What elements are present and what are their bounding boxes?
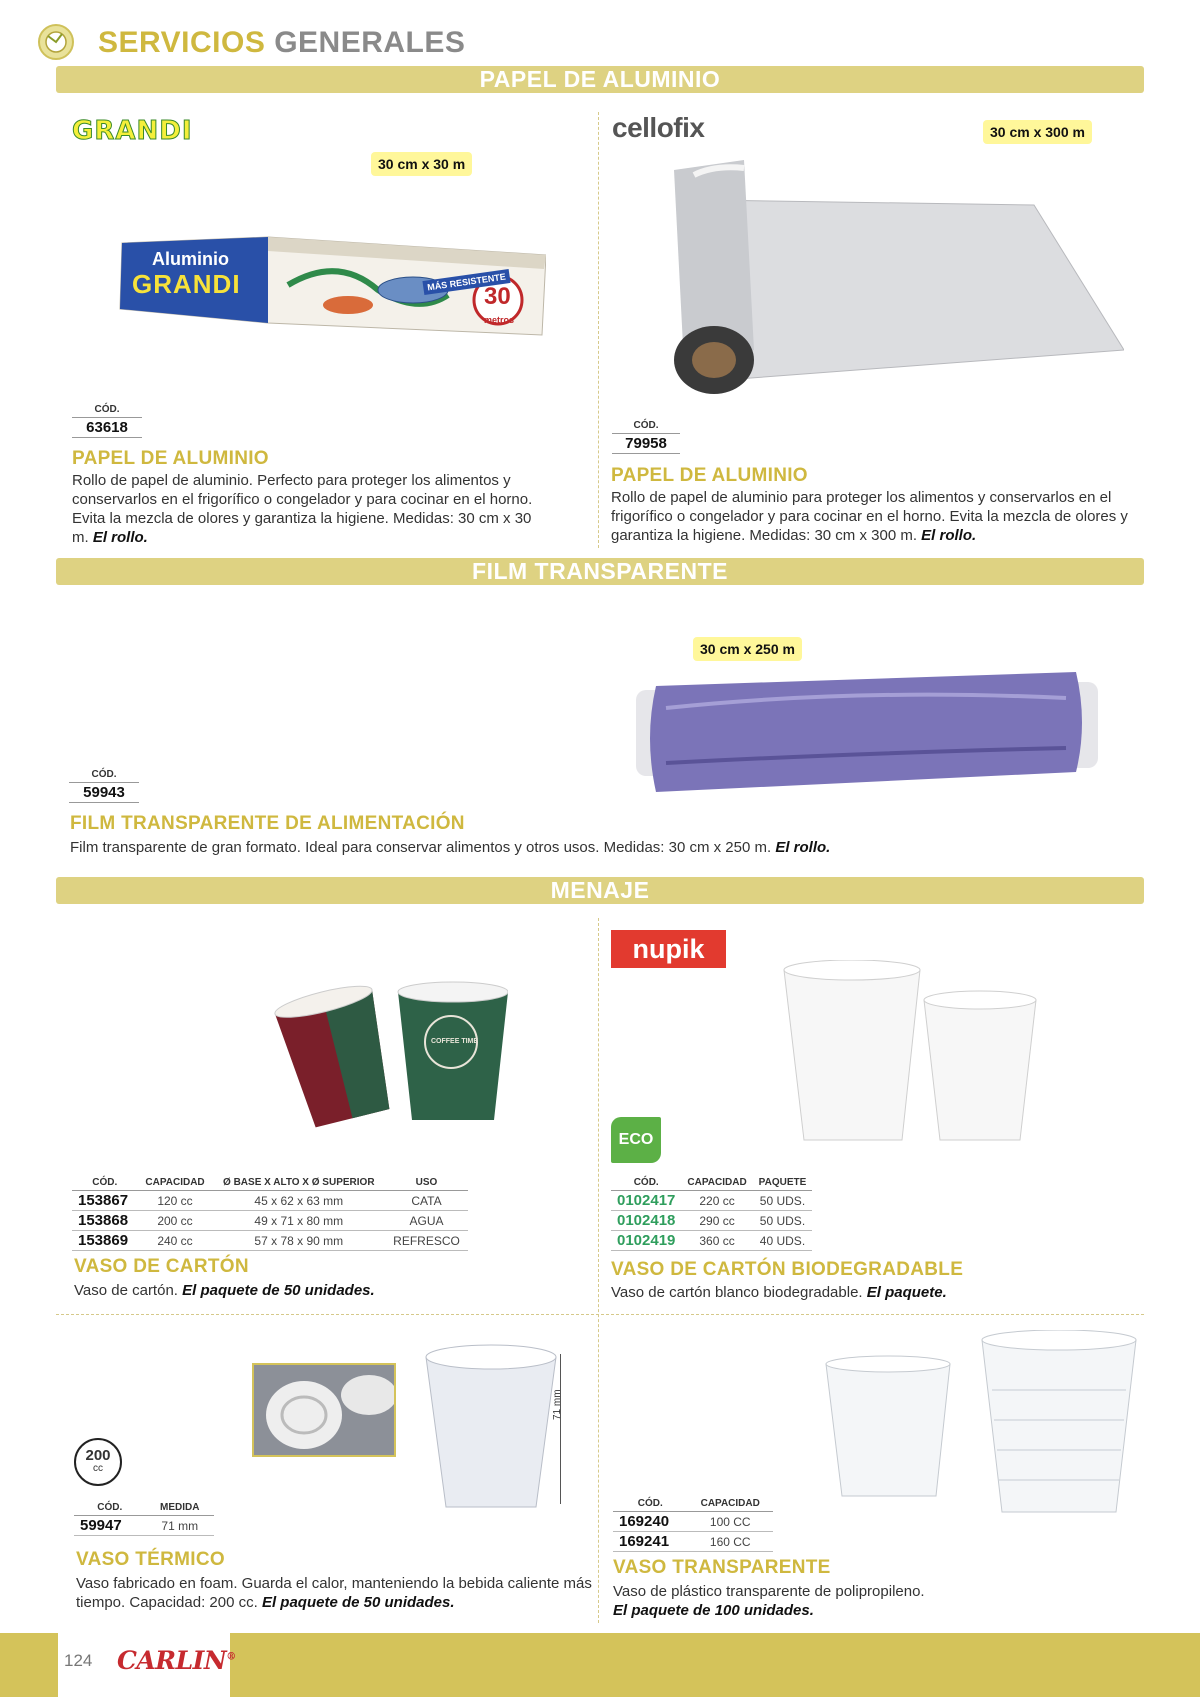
table-header: CAPACIDAD bbox=[687, 1496, 773, 1512]
table-cell: 160 CC bbox=[687, 1532, 773, 1552]
table-cell: 100 CC bbox=[687, 1512, 773, 1532]
product-code: 169241 bbox=[613, 1532, 687, 1552]
vaso-bio-desc-bold: El paquete. bbox=[866, 1284, 947, 1301]
vaso-bio-description bbox=[611, 1283, 1131, 1302]
vaso-bio-title: VASO DE CARTÓN BIODEGRADABLE bbox=[611, 1259, 964, 1280]
vaso-carton-description bbox=[74, 1281, 554, 1300]
table-header: CAPACIDAD bbox=[137, 1175, 212, 1191]
eco-badge-icon bbox=[611, 1117, 661, 1163]
table-row bbox=[613, 1532, 773, 1552]
film-code: 59943 bbox=[69, 783, 139, 803]
film-cod-label: CÓD. bbox=[69, 769, 139, 783]
grandi-size-tag: 30 cm x 30 m bbox=[371, 152, 472, 176]
grandi-desc-bold: El rollo. bbox=[92, 529, 148, 546]
vaso-bio-desc-text: Vaso de cartón blanco biodegradable. bbox=[611, 1284, 863, 1301]
product-code: 0102417 bbox=[611, 1191, 681, 1211]
grandi-box-text1: Aluminio bbox=[152, 249, 229, 269]
section-icon bbox=[38, 24, 74, 60]
table-header: USO bbox=[385, 1175, 468, 1191]
product-code: 153867 bbox=[72, 1191, 137, 1211]
vaso-termico-title: VASO TÉRMICO bbox=[76, 1549, 225, 1570]
table-cell: CATA bbox=[385, 1191, 468, 1211]
capacity-badge-num: 200 bbox=[85, 1447, 111, 1464]
product-code: 153869 bbox=[72, 1231, 137, 1251]
vaso-transparente-desc-text: Vaso de plástico transparente de polipropileno. bbox=[613, 1583, 925, 1600]
grandi-code: 63618 bbox=[72, 418, 142, 438]
grandi-desc-text: Rollo de papel de aluminio. Perfecto para proteger los alimentos y conservarlos en el frigorífico o congelador y para cocinar en el horno. Evita la mezcla de olores y garantiza la higiene. Medidas: 30 cm x 30 m. bbox=[72, 472, 533, 546]
section-band-aluminio: PAPEL DE ALUMINIO bbox=[56, 66, 1144, 93]
nupik-logo: nupik bbox=[611, 930, 726, 968]
film-title: FILM TRANSPARENTE DE ALIMENTACIÓN bbox=[70, 813, 465, 834]
table-cell: AGUA bbox=[385, 1211, 468, 1231]
film-product-image bbox=[636, 668, 1098, 798]
grandi-box-badge: MÁS RESISTENTE bbox=[422, 269, 510, 295]
vaso-carton-title: VASO DE CARTÓN bbox=[74, 1256, 249, 1277]
vaso-carton-desc-bold: El paquete de 50 unidades. bbox=[182, 1282, 375, 1299]
table-cell: 360 cc bbox=[681, 1231, 752, 1251]
cellofix-code: 79958 bbox=[612, 434, 680, 454]
table-cell: 220 cc bbox=[681, 1191, 752, 1211]
divider-vertical-menaje bbox=[598, 918, 599, 1623]
vaso-bio-image bbox=[782, 960, 1040, 1145]
divider-vertical-aluminio bbox=[598, 112, 599, 548]
table-cell: REFRESCO bbox=[385, 1231, 468, 1251]
vaso-carton-desc-text: Vaso de cartón. bbox=[74, 1282, 178, 1299]
vaso-termico-table bbox=[74, 1500, 214, 1536]
vaso-termico-desc-text: Vaso fabricado en foam. Guarda el calor, manteniendo la bebida caliente más tiempo. Capacidad: 200 cc. bbox=[76, 1575, 592, 1611]
vaso-termico-description bbox=[76, 1574, 596, 1612]
table-cell: 120 cc bbox=[137, 1191, 212, 1211]
product-code: 59947 bbox=[74, 1516, 146, 1536]
vaso-termico-detail-image bbox=[252, 1363, 396, 1457]
product-code: 169240 bbox=[613, 1512, 687, 1532]
table-header: CÓD. bbox=[72, 1175, 137, 1191]
vaso-termico-height-line bbox=[560, 1354, 561, 1504]
table-cell: 40 UDS. bbox=[753, 1231, 813, 1251]
vaso-bio-table bbox=[611, 1175, 812, 1251]
cellofix-cod-label: CÓD. bbox=[612, 420, 680, 434]
vaso-carton-table bbox=[72, 1175, 468, 1251]
section-band-menaje: MENAJE bbox=[56, 877, 1144, 904]
grandi-box-text2: GRANDI bbox=[132, 269, 241, 299]
cellofix-product-image bbox=[634, 150, 1124, 400]
product-code: 0102418 bbox=[611, 1211, 681, 1231]
table-cell: 49 x 71 x 80 mm bbox=[213, 1211, 385, 1231]
table-header: Ø BASE X ALTO X Ø SUPERIOR bbox=[213, 1175, 385, 1191]
carlin-logo bbox=[117, 1646, 236, 1675]
film-size-tag: 30 cm x 250 m bbox=[693, 637, 802, 661]
table-header: CÓD. bbox=[74, 1500, 146, 1516]
vaso-carton-cup-text: COFFEE TIME bbox=[431, 1038, 479, 1045]
page-number: 124 bbox=[64, 1651, 93, 1670]
cellofix-code-box bbox=[612, 420, 680, 454]
table-header: MEDIDA bbox=[146, 1500, 215, 1516]
table-cell: 50 UDS. bbox=[753, 1211, 813, 1231]
capacity-badge-unit: cc bbox=[93, 1463, 103, 1474]
page-header-title bbox=[98, 26, 465, 60]
grandi-box-num: 30 bbox=[484, 283, 511, 310]
section-band-film: FILM TRANSPARENTE bbox=[56, 558, 1144, 585]
vaso-transparente-title: VASO TRANSPARENTE bbox=[613, 1557, 831, 1578]
vaso-transparente-description bbox=[613, 1582, 973, 1620]
film-desc-bold: El rollo. bbox=[775, 839, 831, 856]
table-cell: 200 cc bbox=[137, 1211, 212, 1231]
film-description bbox=[70, 838, 970, 857]
cellofix-title: PAPEL DE ALUMINIO bbox=[611, 465, 808, 486]
table-row bbox=[72, 1231, 468, 1251]
carlin-logo-text: CARLIN bbox=[117, 1646, 227, 1675]
cellofix-desc-text: Rollo de papel de aluminio para proteger los alimentos y conservarlos en el frigorífico o congelador y para cocinar en el horno. Evita la mezcla de olores y garantiza la higiene. Medidas: 30 cm x 300 m. bbox=[611, 489, 1128, 544]
cellofix-description bbox=[611, 488, 1131, 545]
carlin-logo-mark: ® bbox=[226, 1651, 236, 1663]
table-cell: 57 x 78 x 90 mm bbox=[213, 1231, 385, 1251]
table-cell: 290 cc bbox=[681, 1211, 752, 1231]
table-row bbox=[613, 1512, 773, 1532]
table-cell: 45 x 62 x 63 mm bbox=[213, 1191, 385, 1211]
vaso-carton-image bbox=[268, 980, 508, 1130]
vaso-transparente-image bbox=[822, 1330, 1138, 1520]
vaso-termico-image bbox=[424, 1343, 558, 1511]
table-cell: 71 mm bbox=[146, 1516, 215, 1536]
cellofix-size-tag: 30 cm x 300 m bbox=[983, 120, 1092, 144]
grandi-logo: GRANDI bbox=[72, 116, 193, 146]
eco-badge-text: ECO bbox=[618, 1131, 654, 1148]
cellofix-desc-bold: El rollo. bbox=[921, 527, 977, 544]
table-header: CAPACIDAD bbox=[681, 1175, 752, 1191]
table-header: CÓD. bbox=[611, 1175, 681, 1191]
vaso-termico-height-label: 71 mm bbox=[552, 1389, 563, 1420]
capacity-badge bbox=[74, 1438, 122, 1486]
table-row bbox=[74, 1516, 214, 1536]
grandi-product-image bbox=[118, 235, 546, 345]
divider-horizontal-menaje bbox=[56, 1314, 1144, 1315]
grandi-box-unit: metros bbox=[484, 315, 515, 325]
header-title-part1: SERVICIOS bbox=[98, 26, 266, 59]
grandi-title: PAPEL DE ALUMINIO bbox=[72, 448, 269, 469]
product-code: 0102419 bbox=[611, 1231, 681, 1251]
table-header: PAQUETE bbox=[753, 1175, 813, 1191]
product-code: 153868 bbox=[72, 1211, 137, 1231]
vaso-termico-desc-bold: El paquete de 50 unidades. bbox=[261, 1594, 455, 1611]
table-cell: 240 cc bbox=[137, 1231, 212, 1251]
film-code-box bbox=[69, 769, 139, 803]
header-title-part2: GENERALES bbox=[274, 26, 466, 59]
vaso-transparente-desc-bold: El paquete de 100 unidades. bbox=[613, 1602, 814, 1619]
table-row bbox=[72, 1191, 468, 1211]
grandi-cod-label: CÓD. bbox=[72, 404, 142, 418]
table-row bbox=[72, 1211, 468, 1231]
table-cell: 50 UDS. bbox=[753, 1191, 813, 1211]
table-row bbox=[611, 1211, 812, 1231]
table-header: CÓD. bbox=[613, 1496, 687, 1512]
grandi-code-box bbox=[72, 404, 142, 438]
grandi-description bbox=[72, 471, 552, 547]
cellofix-logo: cellofix bbox=[612, 112, 705, 143]
vaso-transparente-table bbox=[613, 1496, 773, 1552]
table-row bbox=[611, 1191, 812, 1211]
film-desc-text: Film transparente de gran formato. Ideal para conservar alimentos y otros usos. Medidas: 30 cm x 250 m. bbox=[70, 839, 772, 856]
table-row bbox=[611, 1231, 812, 1251]
